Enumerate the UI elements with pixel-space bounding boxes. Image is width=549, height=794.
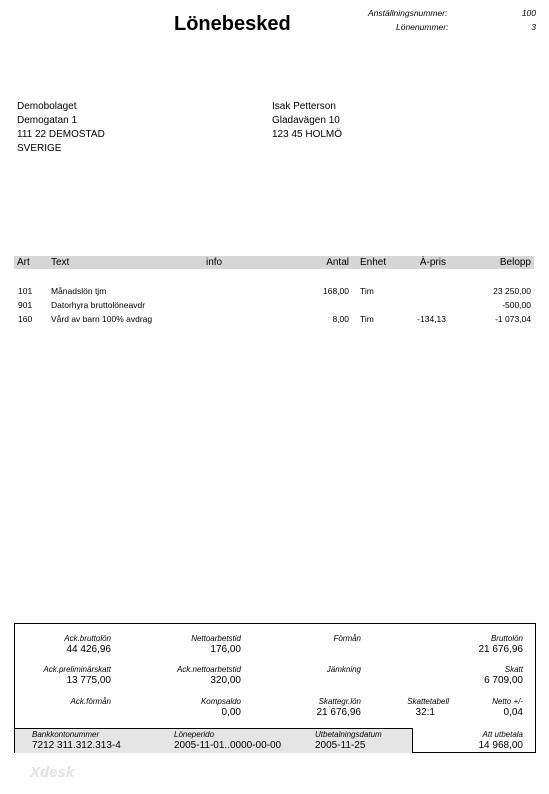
period-label: Löneperido: [174, 730, 215, 739]
payment-info-strip: [15, 728, 413, 753]
ack-netto-label: Ack.nettoarbetstid: [176, 665, 241, 674]
col-antal: Antal: [326, 257, 349, 268]
col-apris: À-pris: [419, 257, 446, 268]
cell-enhet: Tim: [360, 286, 374, 296]
col-text: Text: [51, 257, 70, 268]
col-belopp: Belopp: [499, 257, 531, 268]
employer-country: SVERIGE: [17, 143, 62, 154]
payment-date-label: Utbetalningsdatum: [315, 730, 382, 739]
att-utbetala-label: Att utbetala: [482, 730, 523, 739]
employer-name: Demobolaget: [17, 101, 77, 112]
cell-text: Datorhyra bruttolöneavdr: [51, 300, 146, 310]
cell-antal: 8,00: [332, 314, 349, 324]
table-row: [14, 313, 534, 325]
employee-street: Gladavägen 10: [272, 115, 340, 126]
employee-number-value: 100: [521, 8, 536, 18]
employee-name: Isak Petterson: [272, 101, 336, 112]
ack-prel-skatt-value: 13 775,00: [66, 675, 111, 686]
netto-arbetstid-label: Nettoarbetstid: [191, 634, 241, 643]
att-utbetala-value: 14 968,00: [478, 740, 523, 751]
employee-number-label: Anställningsnummer:: [368, 8, 448, 18]
col-info: info: [206, 257, 223, 268]
cell-text: Vård av barn 100% avdrag: [51, 314, 153, 324]
employer-postal: 111 22 DEMOSTAD: [17, 129, 105, 140]
employee-postal: 123 45 HOLMÖ: [272, 129, 343, 140]
table-row: [14, 299, 534, 311]
netto-value: 0,04: [503, 707, 523, 718]
cell-art: 160: [18, 314, 33, 324]
jamkning-label: Jämkning: [326, 665, 361, 674]
kompsaldo-value: 0,00: [221, 707, 241, 718]
cell-apris: -134,13: [417, 314, 446, 324]
skattetabell-label: Skattetabell: [407, 697, 449, 706]
period-value: 2005-11-01..0000-00-00: [174, 740, 282, 751]
forman-label: Förmån: [333, 634, 361, 643]
xdesk-logo: Xdesk: [30, 764, 75, 781]
ack-brutto-value: 44 426,96: [66, 644, 111, 655]
cell-antal: 168,00: [323, 286, 349, 296]
ack-brutto-label: Ack.bruttolön: [64, 634, 111, 643]
summary-box: [14, 623, 536, 753]
cell-belopp: -500,00: [502, 300, 531, 310]
bruttolon-label: Bruttolön: [490, 634, 523, 643]
cell-belopp: 23 250,00: [493, 286, 531, 296]
employer-street: Demogatan 1: [17, 115, 78, 126]
netto-arbetstid-value: 176,00: [210, 644, 241, 655]
skattegr-value: 21 676,96: [316, 707, 361, 718]
ack-prel-skatt-label: Ack.preliminärskatt: [43, 665, 111, 674]
netto-label: Netto +/-: [492, 697, 523, 706]
cell-enhet: Tim: [360, 314, 374, 324]
table-row: [14, 285, 534, 297]
ack-netto-value: 320,00: [210, 675, 241, 686]
slip-number-value: 3: [531, 22, 536, 32]
slip-number-label: Lönenummer:: [396, 22, 449, 32]
employee-address: [272, 100, 342, 142]
kompsaldo-label: Kompsaldo: [200, 697, 241, 706]
bank-label: Bankkontonummer: [32, 730, 100, 739]
page-title: Lönebesked: [174, 13, 291, 35]
skatt-value: 6 709,00: [484, 675, 523, 686]
employer-address: [17, 100, 105, 156]
table-header: [14, 256, 534, 269]
cell-art: 901: [18, 300, 33, 310]
cell-text: Månadslön tjm: [51, 286, 107, 296]
ack-forman-label: Ack.förmån: [70, 697, 111, 706]
cell-art: 101: [18, 286, 33, 296]
col-art: Art: [17, 257, 30, 268]
bruttolon-value: 21 676,96: [478, 644, 523, 655]
skatt-label: Skatt: [504, 665, 523, 674]
cell-belopp: -1 073,04: [495, 314, 531, 324]
payment-date-value: 2005-11-25: [315, 740, 366, 751]
col-enhet: Enhet: [360, 257, 387, 268]
skattegr-label: Skattegr.lön: [318, 697, 361, 706]
skattetabell-value: 32:1: [415, 707, 435, 718]
bank-value: 7212 311.312.313-4: [32, 740, 121, 751]
